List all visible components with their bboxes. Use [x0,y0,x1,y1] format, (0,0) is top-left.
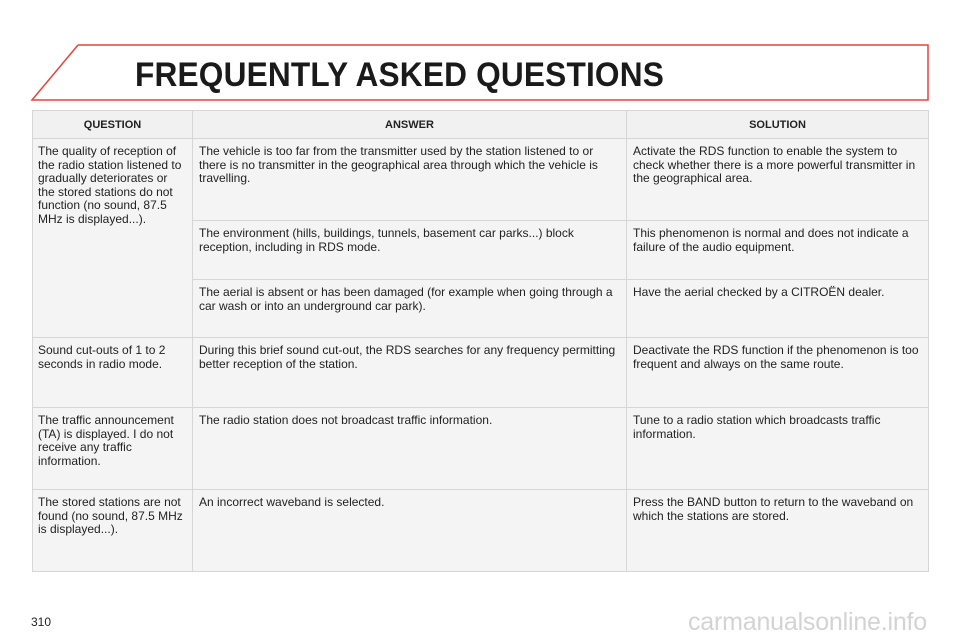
question-cell: The traffic announcement (TA) is displayed. I do not receive any traffic information. [33,408,193,490]
answer-cell: During this brief sound cut-out, the RDS searches for any frequency permitting better reception of the station. [193,338,627,408]
solution-cell: Have the aerial checked by a CITROËN dealer. [627,280,929,338]
answer-cell: An incorrect waveband is selected. [193,490,627,572]
answer-cell: The aerial is absent or has been damaged (for example when going through a car wash or into an underground car park). [193,280,627,338]
table-row [33,408,929,490]
table-header-row [33,111,929,139]
column-header-answer: ANSWER [193,111,627,139]
answer-cell: The radio station does not broadcast traffic information. [193,408,627,490]
page-title: FREQUENTLY ASKED QUESTIONS [135,56,664,94]
solution-cell: Activate the RDS function to enable the system to check whether there is a more powerful transmitter in the geographical area. [627,139,929,221]
column-header-question: QUESTION [33,111,193,139]
question-cell: Sound cut-outs of 1 to 2 seconds in radio mode. [33,338,193,408]
faq-table [32,110,929,572]
column-header-solution: SOLUTION [627,111,929,139]
answer-cell: The vehicle is too far from the transmitter used by the station listened to or there is no transmitter in the geographical area through which the vehicle is travelling. [193,139,627,221]
solution-cell: This phenomenon is normal and does not indicate a failure of the audio equipment. [627,221,929,280]
question-cell: The stored stations are not found (no sound, 87.5 MHz is displayed...). [33,490,193,572]
page-number: 310 [31,615,52,629]
solution-cell: Deactivate the RDS function if the phenomenon is too frequent and always on the same route. [627,338,929,408]
solution-cell: Press the BAND button to return to the waveband on which the stations are stored. [627,490,929,572]
watermark: carmanualsonline.info [688,608,928,636]
table-row [33,139,929,221]
table-row [33,490,929,572]
table-row [33,338,929,408]
answer-cell: The environment (hills, buildings, tunnels, basement car parks...) block reception, including in RDS mode. [193,221,627,280]
question-cell: The quality of reception of the radio station listened to gradually deteriorates or the stored stations do not function (no sound, 87.5 MHz is displayed...). [33,139,193,338]
solution-cell: Tune to a radio station which broadcasts traffic information. [627,408,929,490]
